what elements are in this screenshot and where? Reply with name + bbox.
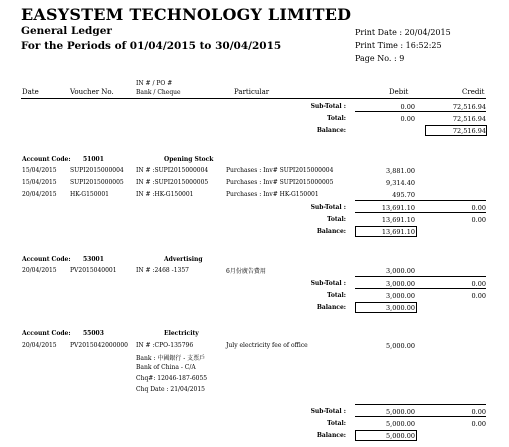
col-credit: Credit	[462, 88, 485, 96]
row-debit: 3,881.00	[386, 167, 415, 175]
balance-label: Balance:	[316, 228, 346, 235]
row-debit: 3,000.00	[386, 267, 415, 275]
section-rule	[355, 288, 486, 289]
row-date: 20/04/2015	[22, 342, 57, 349]
row-debit: 5,000.00	[386, 342, 415, 350]
col-ref-line2: Bank / Cheque	[136, 89, 181, 96]
row-particular: Purchases : Inv# SUPI2015000005	[226, 179, 334, 186]
top-total-credit: 72,516.94	[452, 115, 486, 123]
total-debit: 5,000.00	[386, 420, 415, 428]
balance-value: 3,000.00	[386, 304, 415, 312]
report-title: General Ledger	[21, 25, 112, 37]
section-rule	[355, 200, 486, 201]
top-subtotal-credit: 72,516.94	[452, 103, 486, 111]
row-ref: IN # :2468 -1357	[136, 267, 189, 274]
row-particular: Purchases : Inv# SUPI2015000004	[226, 167, 334, 174]
account-code: 51001	[83, 156, 104, 163]
row-ref: IN # :CPO-135796	[136, 342, 194, 349]
print-date: Print Date : 20/04/2015	[355, 28, 451, 37]
row-date: 20/04/2015	[22, 267, 57, 274]
row-ref: IN # :HK-G150001	[136, 191, 194, 198]
total-credit: 0.00	[471, 216, 486, 224]
row-particular: Purchases : Inv# HK-G150001	[226, 191, 319, 198]
account-code: 55003	[83, 330, 104, 337]
top-balance-label: Balance:	[316, 127, 346, 134]
row-voucher: SUPI2015000005	[70, 179, 124, 186]
section-rule	[355, 416, 486, 417]
row-date: 15/04/2015	[22, 179, 57, 186]
top-total-label: Total:	[327, 115, 346, 122]
total-label: Total:	[327, 216, 346, 223]
section-rule	[355, 212, 486, 213]
subtotal-credit: 0.00	[471, 408, 486, 416]
row-voucher: SUPI2015000004	[70, 167, 124, 174]
subtotal-debit: 13,691.10	[381, 204, 415, 212]
total-label: Total:	[327, 292, 346, 299]
total-label: Total:	[327, 420, 346, 427]
page-number: Page No. : 9	[355, 54, 405, 63]
account-name: Opening Stock	[164, 156, 214, 163]
col-debit: Debit	[389, 88, 409, 96]
row-voucher: HK-G150001	[70, 191, 110, 198]
row-debit: 9,314.40	[386, 179, 415, 187]
subtotal-label: Sub-Total :	[310, 408, 346, 415]
row-bank-account: Bank of China - C/A	[136, 364, 196, 371]
subtotal-debit: 5,000.00	[386, 408, 415, 416]
company-name: EASYSTEM TECHNOLOGY LIMITED	[21, 5, 352, 24]
col-particular: Particular	[234, 88, 270, 96]
top-subtotal-label: Sub-Total :	[310, 103, 346, 110]
balance-label: Balance:	[316, 304, 346, 311]
total-credit: 0.00	[471, 292, 486, 300]
row-ref: IN # :SUPI2015000004	[136, 167, 209, 174]
top-balance-value: 72,516.94	[452, 127, 486, 135]
subtotal-credit: 0.00	[471, 204, 486, 212]
account-name: Electricity	[164, 330, 199, 337]
balance-value: 5,000.00	[386, 432, 415, 440]
print-time: Print Time : 16:52:25	[355, 41, 442, 50]
total-debit: 3,000.00	[386, 292, 415, 300]
row-voucher: PV2015042000000	[70, 342, 128, 349]
account-code: 53001	[83, 256, 104, 263]
report-period: For the Periods of 01/04/2015 to 30/04/2015	[21, 40, 282, 52]
top-subtotal-debit: 0.00	[400, 103, 415, 111]
row-debit: 495.70	[392, 191, 415, 199]
account-code-label: Account Code:	[22, 156, 71, 163]
subtotal-debit: 3,000.00	[386, 280, 415, 288]
row-date: 20/04/2015	[22, 191, 57, 198]
total-credit: 0.00	[471, 420, 486, 428]
balance-label: Balance:	[316, 432, 346, 439]
subtotal-label: Sub-Total :	[310, 280, 346, 287]
row-particular: 6月份廣告費用	[226, 268, 266, 275]
col-ref-line1: IN # / PO #	[136, 80, 173, 87]
total-debit: 13,691.10	[381, 216, 415, 224]
row-ref: IN # :SUPI2015000005	[136, 179, 209, 186]
col-voucher: Voucher No.	[70, 88, 114, 96]
row-cheque-date: Chq Date : 21/04/2015	[136, 386, 205, 393]
account-code-label: Account Code:	[22, 256, 71, 263]
top-total-debit: 0.00	[400, 115, 415, 123]
header-rule	[21, 98, 486, 99]
row-particular: July electricity fee of office	[226, 342, 308, 349]
account-code-label: Account Code:	[22, 330, 71, 337]
balance-value: 13,691.10	[381, 228, 415, 236]
subtotal-credit: 0.00	[471, 280, 486, 288]
section-rule	[355, 404, 486, 405]
row-voucher: PV2015040001	[70, 267, 117, 274]
subtotal-label: Sub-Total :	[310, 204, 346, 211]
account-name: Advertising	[164, 256, 203, 263]
top-subtotal-rule	[355, 111, 486, 112]
section-rule	[355, 276, 486, 277]
row-cheque-number: Chq#: 12046-187-6055	[136, 375, 208, 382]
col-date: Date	[22, 88, 39, 96]
row-bank: Bank : 中國銀行 - 支票戶	[136, 355, 206, 362]
row-date: 15/04/2015	[22, 167, 57, 174]
